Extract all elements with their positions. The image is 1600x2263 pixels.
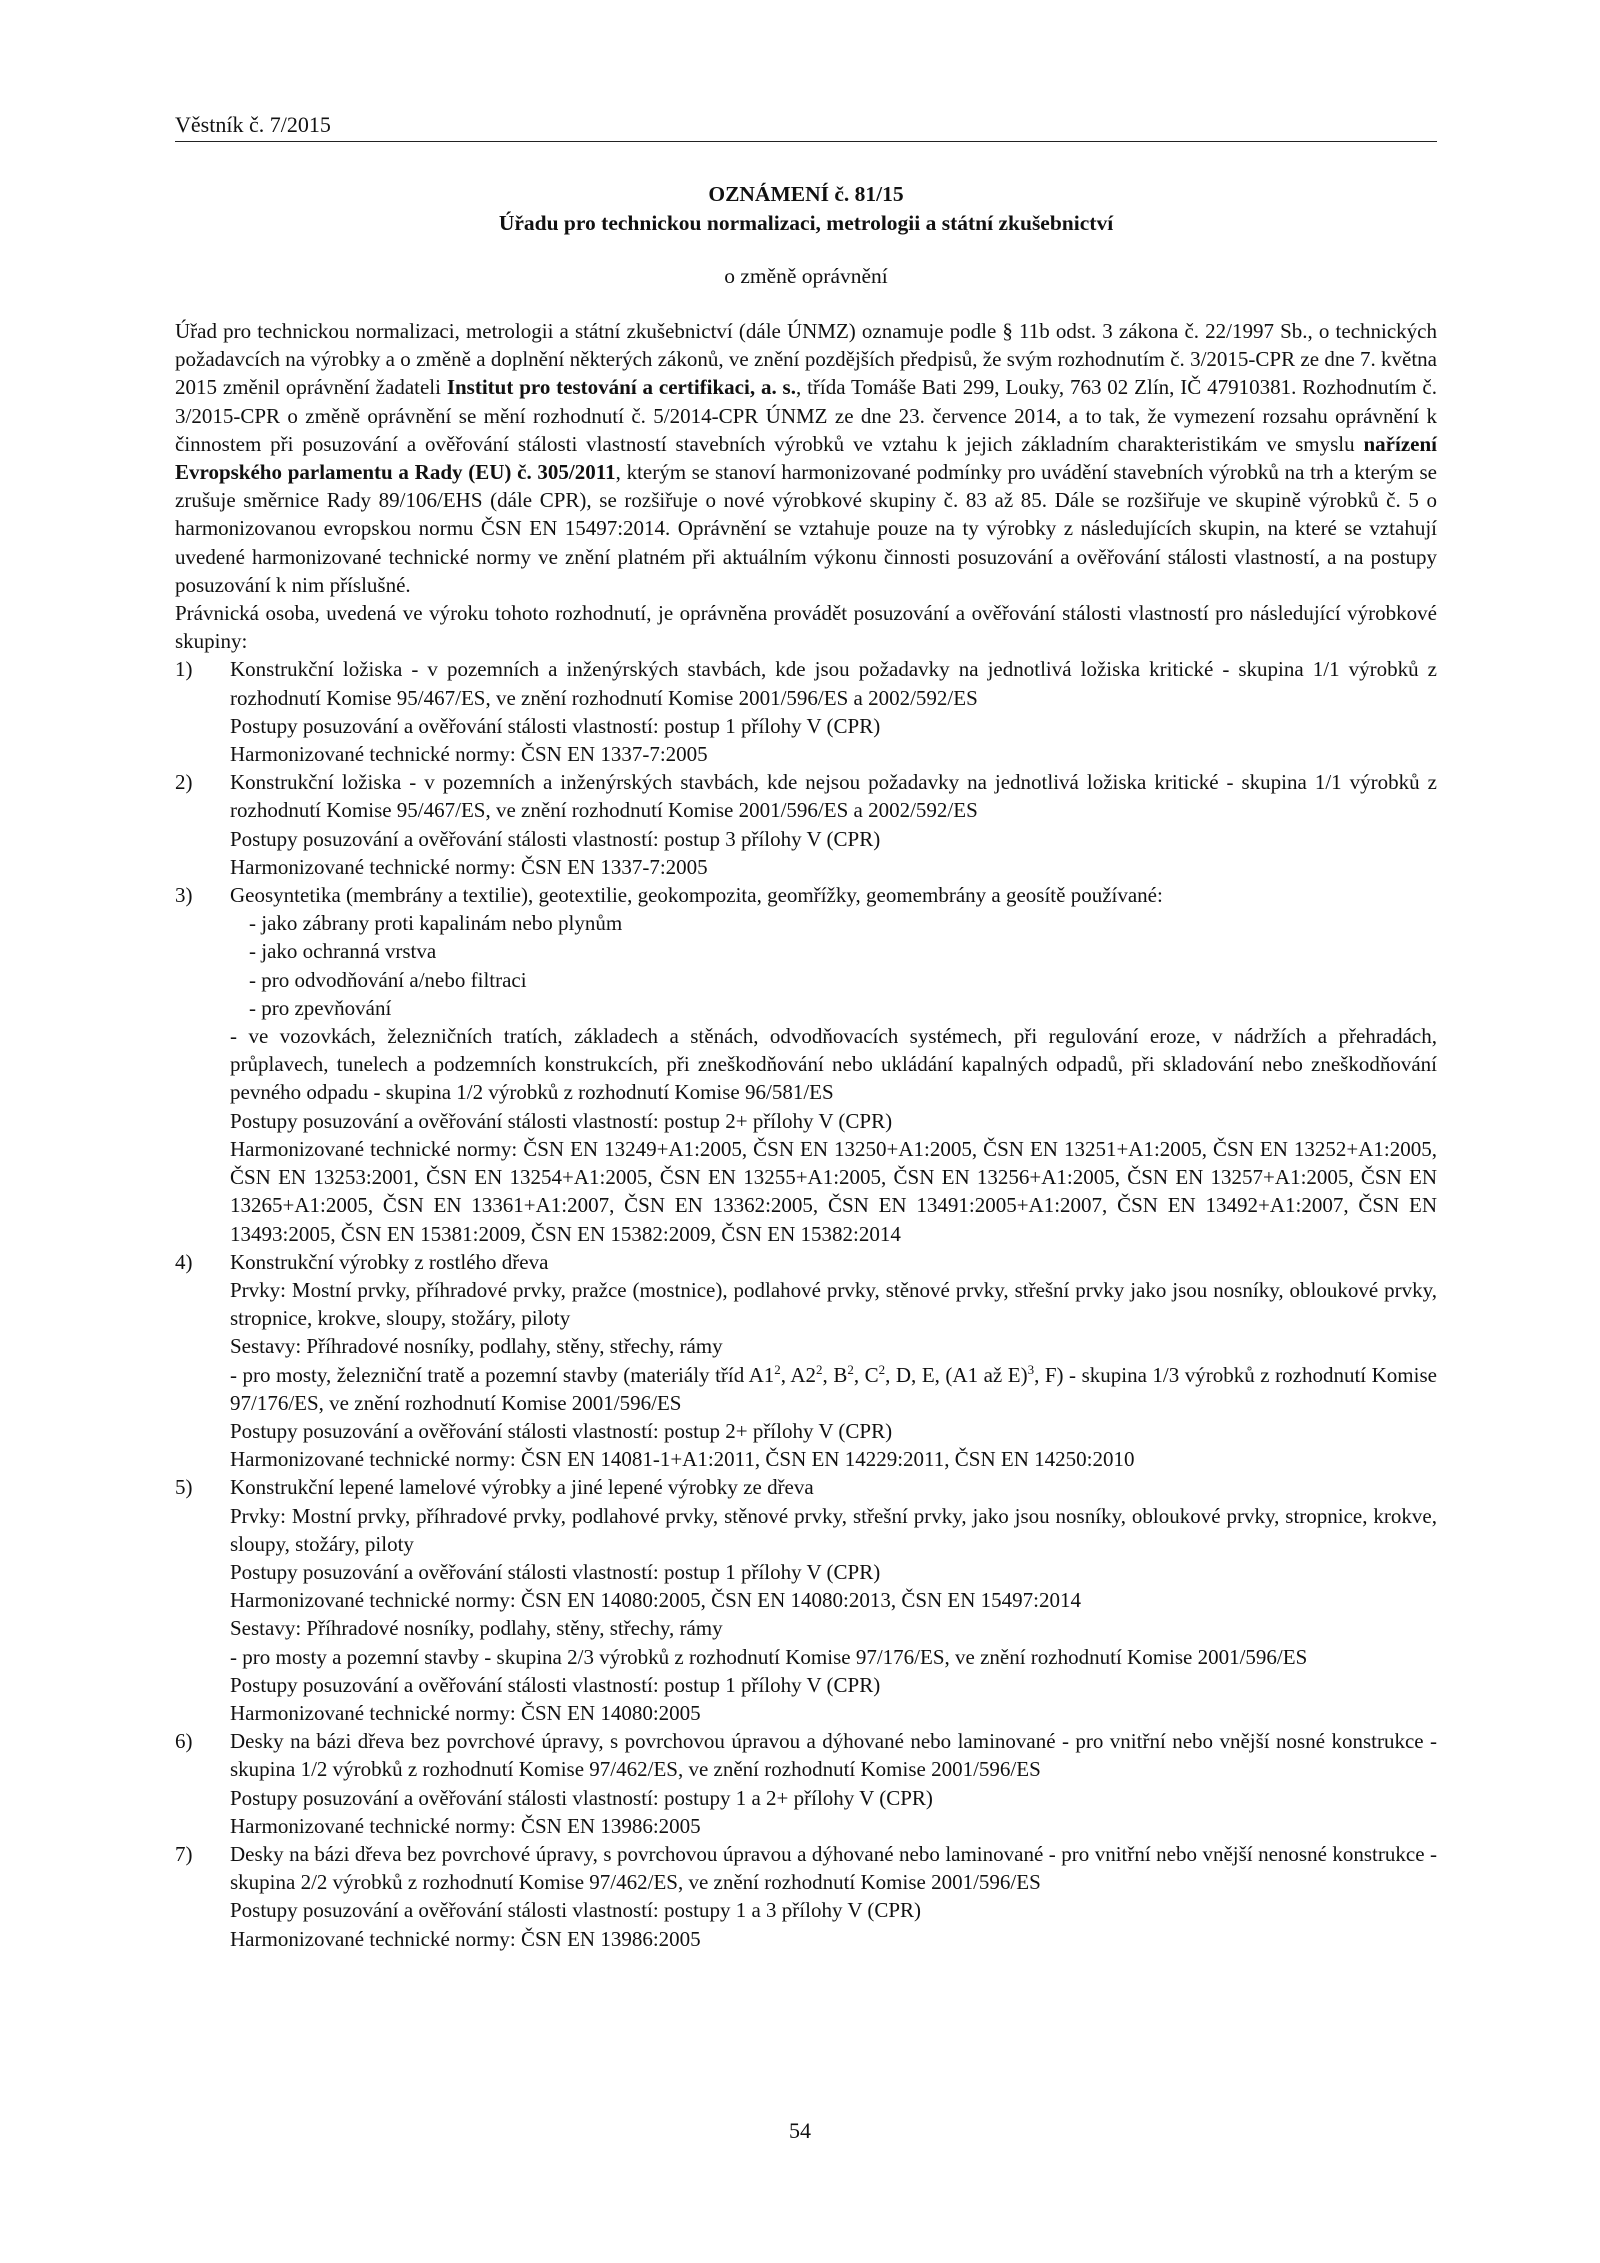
group-line: Postupy posuzování a ověřování stálosti vlastností: postup 1 přílohy V (CPR) <box>230 1559 881 1584</box>
group-line: - pro odvodňování a/nebo filtraci <box>249 967 527 992</box>
group-line: Harmonizované technické normy: ČSN EN 14081-1+A1:2011, ČSN EN 14229:2011, ČSN EN 14250:2010 <box>230 1447 1135 1472</box>
group-line: Harmonizované technické normy: ČSN EN 14080:2005 <box>230 1700 701 1725</box>
group-line: Harmonizované technické normy: ČSN EN 13249+A1:2005, ČSN EN 13250+A1:2005, ČSN EN 13251+A1:2005, ČSN EN 13252+A1:2005, ČSN EN 13253:2001, ČSN EN 13254+A1:2005, ČSN EN 13255+A1:2005, ČSN EN 13256+A1:2005, ČSN EN 13257+A1:2005, ČSN EN 13265+A1:2005, ČSN EN 13361+A1:2007, ČSN EN 13362:2005, ČSN EN 13491:2005+A1:2007, ČSN EN 13492+A1:2007, ČSN EN 13493:2005, ČSN EN 15381:2009, ČSN EN 15382:2009, ČSN EN 15382:2014 <box>230 1136 1437 1246</box>
announcement-authority: Úřadu pro technickou normalizaci, metrologii a státní zkušebnictví <box>498 211 1114 235</box>
group-line: Postupy posuzování a ověřování stálosti vlastností: postup 3 přílohy V (CPR) <box>230 826 881 851</box>
group-number: 3) <box>175 883 193 908</box>
group-line: Harmonizované technické normy: ČSN EN 1337-7:2005 <box>230 854 708 879</box>
intro-text-3: , kterým se stanoví harmonizované podmínky pro uvádění stavebních výrobků na trh a kterým se zrušuje směrnice Rady 89/106/EHS (dále CPR), se rozšiřuje o nové výrobkové skupiny č. 83 až 85. Dále se rozšiřuje ve skupině výrobků č. 5 o harmonizovanou evropskou normu ČSN EN 15497:2014. Oprávnění se vztahuje pouze na ty výrobky z následujících skupin, na které se vztahují uvedené harmonizované technické normy ve znění platném při aktuálním výkonu činnosti posuzování a ověřování stálosti vlastností, a na postupy posuzování k nim příslušné. <box>175 460 1437 597</box>
group-line: Prvky: Mostní prvky, příhradové prvky, podlahové prvky, stěnové prvky, střešní prvky, jako jsou nosníky, obloukové prvky, stropnice, krokve, sloupy, stožáry, piloty <box>230 1503 1437 1556</box>
group-line: - pro mosty a pozemní stavby - skupina 2/3 výrobků z rozhodnutí Komise 97/176/ES, ve znění rozhodnutí Komise 2001/596/ES <box>230 1644 1308 1669</box>
product-group-2 <box>175 768 1437 881</box>
intro-text-1: Úřad pro technickou normalizaci, metrologii a státní zkušebnictví (dále ÚNMZ) oznamuje podle § 11b odst. 3 zákona č. 22/1997 Sb., o technických požadavcích na výrobky a o změně a doplnění některých zákonů, ve znění pozdějších předpisů, že svým rozhodnutím č. 3/2015-CPR ze dne 7. května 2015 změnil oprávnění žadateli <box>175 319 1437 400</box>
group-line: Harmonizované technické normy: ČSN EN 14080:2005, ČSN EN 14080:2013, ČSN EN 15497:2014 <box>230 1588 1082 1613</box>
group-line: Postupy posuzování a ověřování stálosti vlastností: postupy 1 a 2+ přílohy V (CPR) <box>230 1785 933 1810</box>
group-line: Postupy posuzování a ověřování stálosti vlastností: postupy 1 a 3 přílohy V (CPR) <box>230 1898 922 1923</box>
intro-applicant: Institut pro testování a certifikaci, a. s. <box>446 375 796 400</box>
group-number: 5) <box>175 1475 193 1500</box>
page-number: 54 <box>789 2118 811 2143</box>
product-group-5 <box>175 1473 1437 1727</box>
group-line: Konstrukční ložiska - v pozemních a inženýrských stavbách, kde nejsou požadavky na jednotlivá ložiska kritické - skupina 1/1 výrobků z rozhodnutí Komise 95/467/ES, ve znění rozhodnutí Komise 2001/596/ES a 2002/592/ES <box>230 770 1437 823</box>
group-number: 2) <box>175 770 193 795</box>
text-run: , B <box>822 1362 848 1387</box>
group-line: Desky na bázi dřeva bez povrchové úpravy, s povrchovou úpravou a dýhované nebo laminované - pro vnitřní nebo vnější nosné konstrukce - skupina 1/2 výrobků z rozhodnutí Komise 97/462/ES, ve znění rozhodnutí Komise 2001/596/ES <box>230 1729 1437 1782</box>
superscript: 3 <box>1027 1361 1035 1377</box>
lead-paragraph: Právnická osoba, uvedená ve výroku tohoto rozhodnutí, je oprávněna provádět posuzování a ověřování stálosti vlastností pro následující výrobkové skupiny: <box>175 601 1437 654</box>
intro-text-2: , třída Tomáše Bati 299, Louky, 763 02 Zlín, IČ 47910381. Rozhodnutím č. 3/2015-CPR o změně oprávnění se mění rozhodnutí č. 5/2014-CPR ÚNMZ ze dne 23. července 2014, a to tak, že vymezení rozsahu oprávnění k činnostem při posuzování a ověřování stálosti vlastností stavebních výrobků ve vztahu k jejich základním charakteristikám ve smyslu <box>175 375 1437 456</box>
text-run: - pro mosty, železniční tratě a pozemní stavby (materiály tříd A1 <box>230 1362 775 1387</box>
product-group-6 <box>175 1727 1437 1840</box>
group-line: Harmonizované technické normy: ČSN EN 13986:2005 <box>230 1926 701 1951</box>
group-line: Sestavy: Příhradové nosníky, podlahy, stěny, střechy, rámy <box>230 1334 723 1359</box>
group-number: 7) <box>175 1841 193 1866</box>
document-page <box>175 112 1437 1953</box>
group-line: - jako zábrany proti kapalinám nebo plynům <box>249 911 623 936</box>
group-line: - ve vozovkách, železničních tratích, základech a stěnách, odvodňovacích systémech, při regulování eroze, v nádržích a přehradách, průplavech, tunelech a podzemních konstrukcích, při zneškodňování nebo ukládání kapalných odpadů, při skladování nebo zneškodňování pevného odpadu - skupina 1/2 výrobků z rozhodnutí Komise 96/581/ES <box>230 1024 1437 1105</box>
group-line: - jako ochranná vrstva <box>249 939 437 964</box>
product-group-4 <box>175 1248 1437 1474</box>
group-line: Postupy posuzování a ověřování stálosti vlastností: postup 1 přílohy V (CPR) <box>230 1672 881 1697</box>
group-line: Prvky: Mostní prvky, příhradové prvky, pražce (mostnice), podlahové prvky, stěnové prvky, střešní prvky jako jsou nosníky, obloukové prvky, stropnice, krokve, sloupy, stožáry, piloty <box>230 1277 1437 1331</box>
product-group-7 <box>175 1840 1437 1953</box>
group-line: Konstrukční lepené lamelové výrobky a jiné lepené výrobky ze dřeva <box>230 1475 814 1500</box>
group-line: Desky na bázi dřeva bez povrchové úpravy, s povrchovou úpravou a dýhované nebo laminované - pro vnitřní nebo vnější nenosné konstrukce - skupina 2/2 výrobků z rozhodnutí Komise 97/462/ES, ve znění rozhodnutí Komise 2001/596/ES <box>230 1841 1437 1895</box>
group-number: 6) <box>175 1729 193 1754</box>
superscript: 2 <box>847 1361 854 1377</box>
text-run: , C <box>853 1362 879 1387</box>
group-line: Sestavy: Příhradové nosníky, podlahy, stěny, střechy, rámy <box>230 1616 723 1641</box>
superscript: 2 <box>816 1361 823 1377</box>
group-line: Postupy posuzování a ověřování stálosti vlastností: postup 1 přílohy V (CPR) <box>230 713 881 738</box>
group-line: - pro zpevňování <box>249 995 392 1020</box>
group-number: 1) <box>175 657 193 682</box>
intro-regulation: nařízení Evropského parlamentu a Rady (EU) č. 305/2011 <box>175 431 1437 485</box>
product-group-list <box>175 655 1437 1952</box>
product-group-3 <box>175 881 1437 1248</box>
group-line: Konstrukční výrobky z rostlého dřeva <box>230 1249 549 1274</box>
group-line: Konstrukční ložiska - v pozemních a inženýrských stavbách, kde jsou požadavky na jednotlivá ložiska kritické - skupina 1/1 výrobků z rozhodnutí Komise 95/467/ES, ve znění rozhodnutí Komise 2001/596/ES a 2002/592/ES <box>230 657 1437 710</box>
group-line-with-superscripts <box>230 1361 1437 1417</box>
group-line: Harmonizované technické normy: ČSN EN 13986:2005 <box>230 1813 701 1838</box>
announcement-title: OZNÁMENÍ č. 81/15 <box>708 182 904 206</box>
group-line: Harmonizované technické normy: ČSN EN 1337-7:2005 <box>230 742 708 767</box>
product-group-1 <box>175 655 1437 768</box>
intro-paragraph <box>175 317 1437 599</box>
running-header: Věstník č. 7/2015 <box>175 112 1437 142</box>
group-line: Geosyntetika (membrány a textilie), geotextilie, geokompozita, geomřížky, geomembrány a geosítě používané: <box>230 883 1163 908</box>
group-number: 4) <box>175 1249 193 1274</box>
text-run: , D, E, (A1 až E) <box>885 1362 1028 1387</box>
announcement-subject: o změně oprávnění <box>724 264 888 288</box>
text-run: , F) - skupina 1/3 výrobků z rozhodnutí Komise 97/176/ES, ve znění rozhodnutí Komise 2001/596/ES <box>230 1362 1437 1415</box>
text-run: , A2 <box>780 1362 817 1387</box>
group-line: Postupy posuzování a ověřování stálosti vlastností: postup 2+ přílohy V (CPR) <box>230 1108 893 1133</box>
group-line: Postupy posuzování a ověřování stálosti vlastností: postup 2+ přílohy V (CPR) <box>230 1418 893 1443</box>
superscript: 2 <box>774 1361 781 1377</box>
superscript: 2 <box>878 1361 886 1377</box>
